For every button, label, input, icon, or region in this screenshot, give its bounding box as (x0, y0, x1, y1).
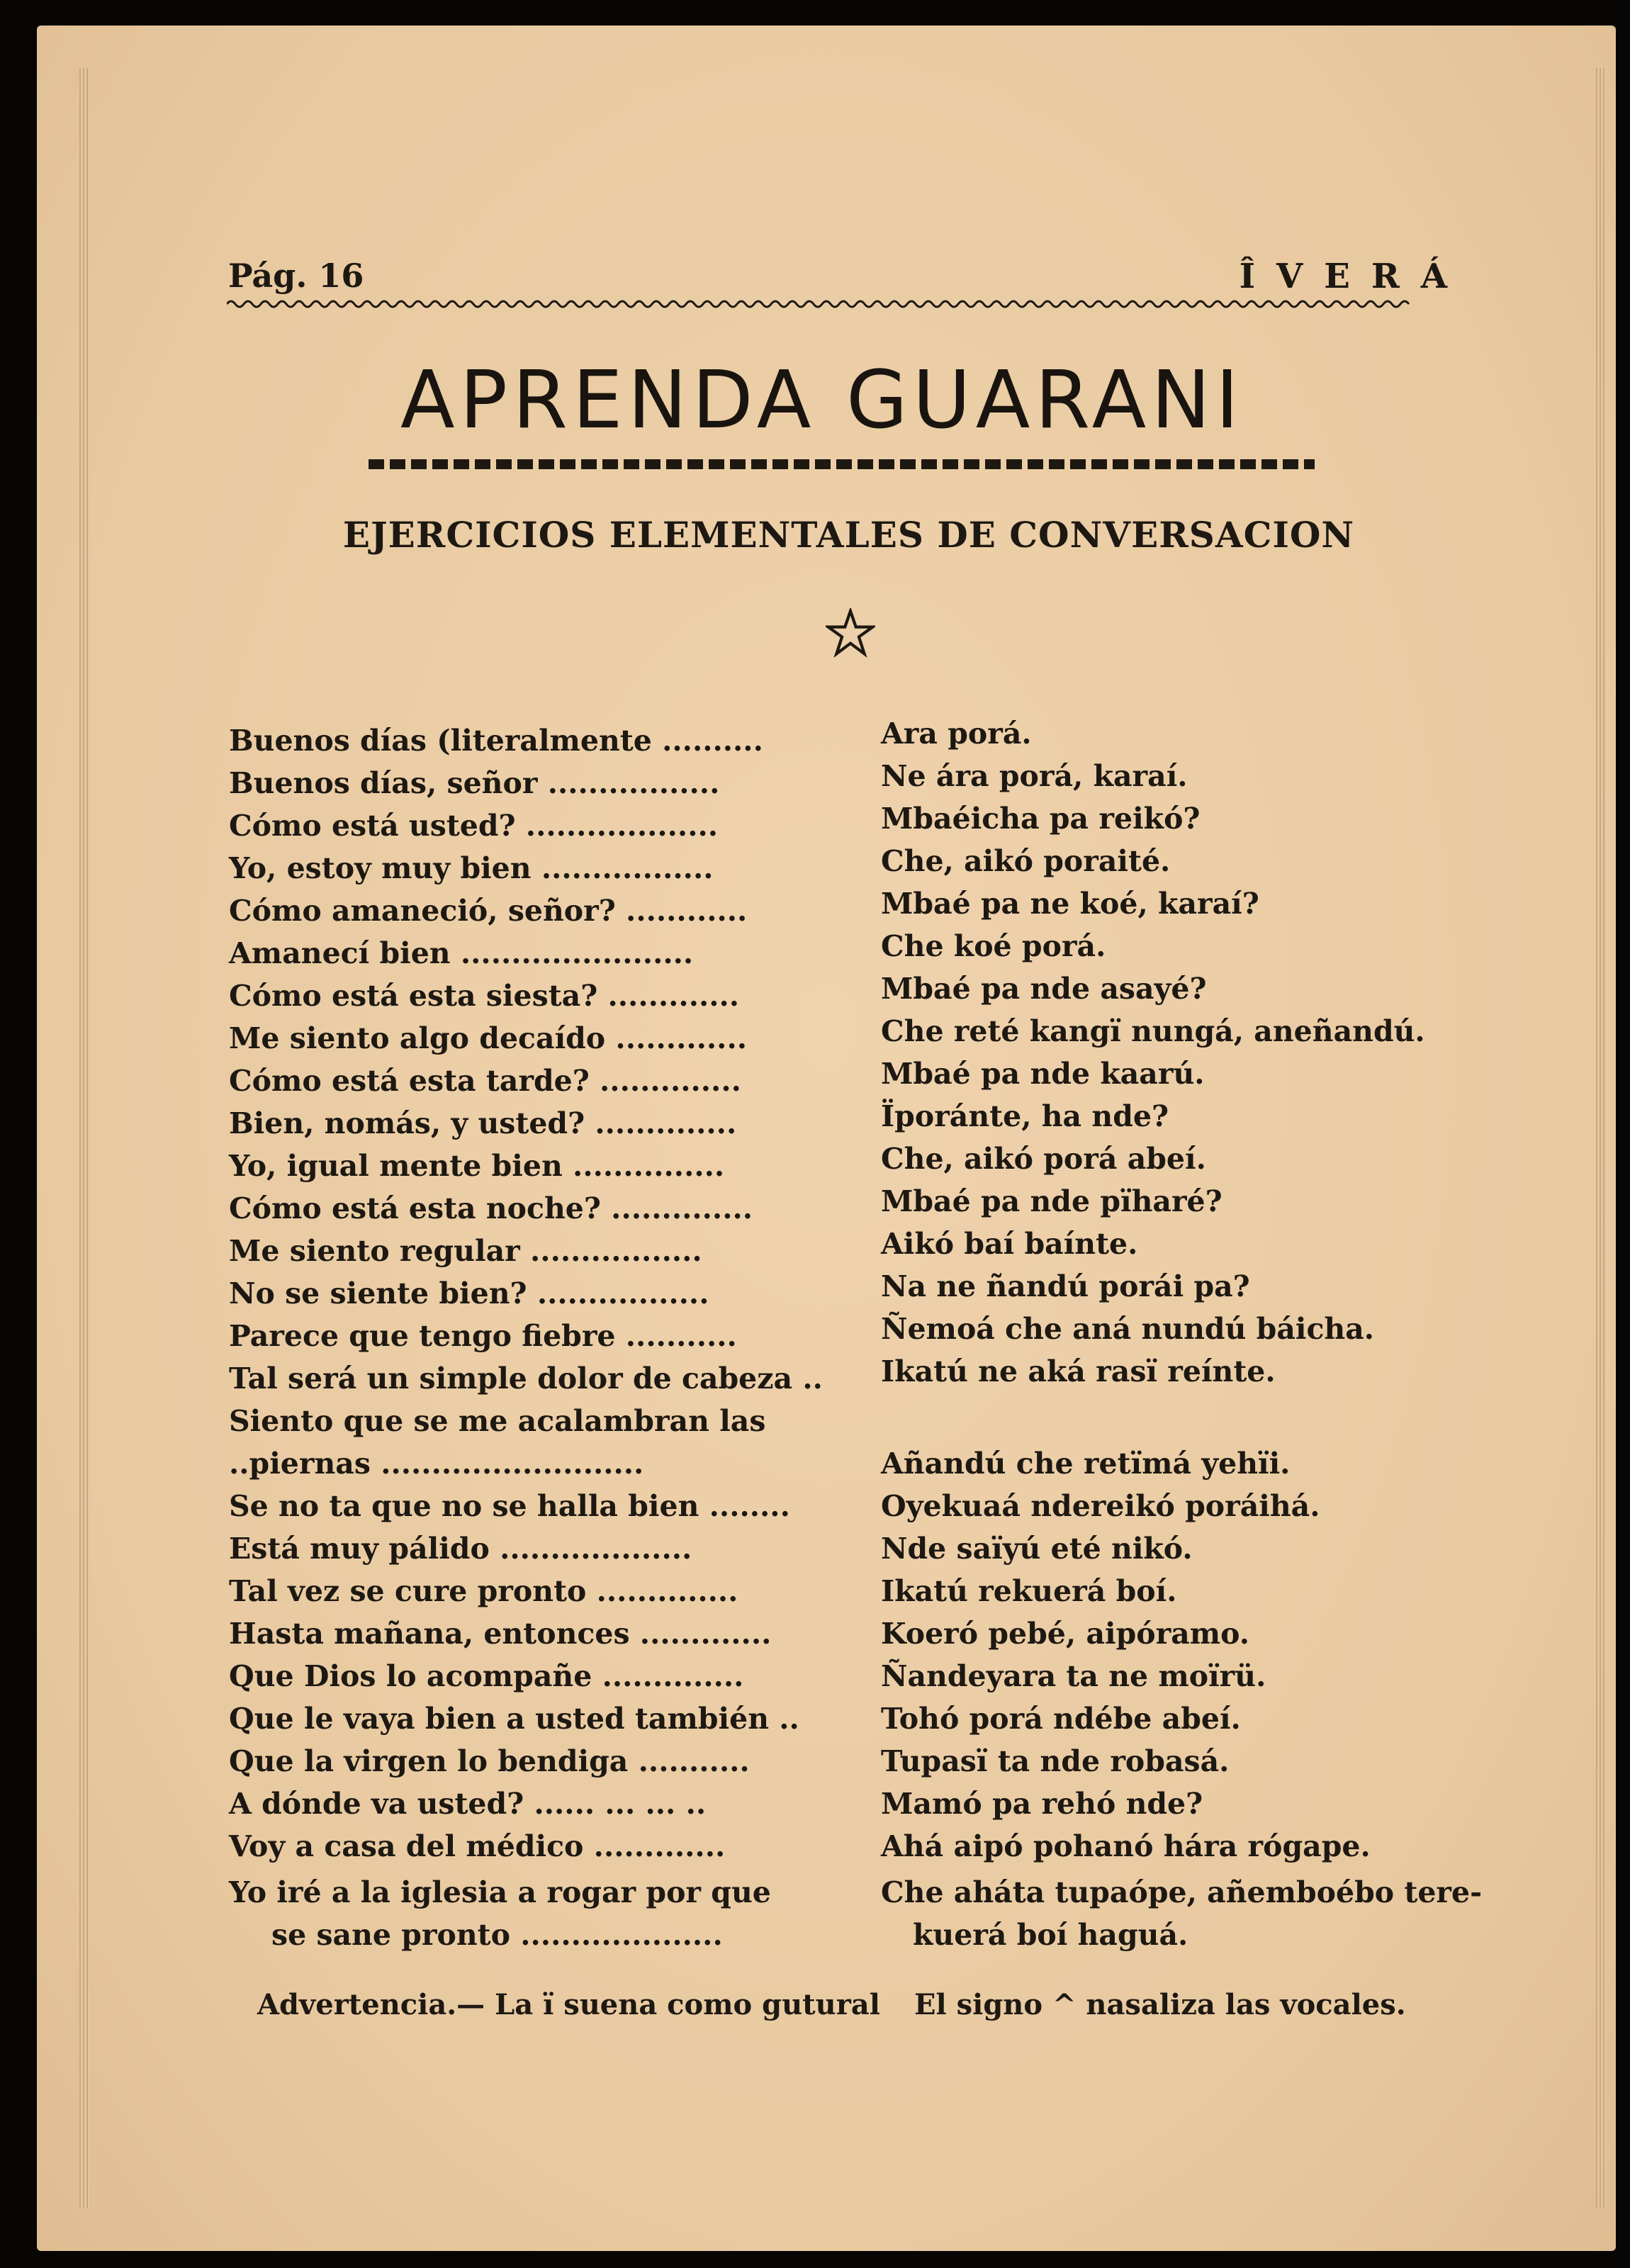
guarani-phrase: kuerá boí haguá. (913, 1918, 1188, 1952)
spanish-phrase: No se siente bien? ................. (229, 1276, 709, 1310)
main-title: APRENDA GUARANI (400, 354, 1244, 447)
guarani-phrase: Mbaé pa nde pïharé? (881, 1184, 1222, 1218)
guarani-phrase: Che aháta tupaópe, añemboébo tere- (881, 1875, 1483, 1909)
spanish-phrase: Voy a casa del médico ............. (229, 1829, 726, 1863)
spanish-phrase: Cómo está usted? ................... (229, 809, 719, 843)
spanish-phrase: ..piernas .......................... (229, 1447, 644, 1481)
spanish-phrase: Yo iré a la iglesia a rogar por que (229, 1875, 771, 1909)
spanish-phrase: Está muy pálido ................... (229, 1532, 692, 1566)
journal-name: ÎVERÁ (1239, 257, 1468, 296)
spanish-phrase: Cómo está esta siesta? ............. (229, 979, 740, 1013)
guarani-phrase: Ahá aipó pohanó hára rógape. (881, 1829, 1371, 1863)
spanish-phrase: Se no ta que no se halla bien ........ (229, 1489, 790, 1523)
spanish-phrase: Cómo amaneció, señor? ............ (229, 894, 748, 928)
guarani-phrase: Ïporánte, ha nde? (881, 1099, 1169, 1133)
guarani-phrase: Mamó pa rehó nde? (881, 1787, 1203, 1821)
spanish-phrase: Buenos días, señor ................. (229, 766, 720, 800)
guarani-phrase: Mbaé pa nde asayé? (881, 972, 1207, 1006)
guarani-phrase: Na ne ñandú porái pa? (881, 1269, 1250, 1303)
spanish-phrase: Parece que tengo fiebre ........... (229, 1319, 737, 1353)
guarani-phrase: Oyekuaá ndereikó poráihá. (881, 1489, 1320, 1523)
guarani-phrase: Nde saïyú eté nikó. (881, 1532, 1193, 1566)
spanish-phrase: Tal vez se cure pronto .............. (229, 1574, 738, 1608)
guarani-phrase: Tohó porá ndébe abeí. (881, 1702, 1241, 1736)
spanish-phrase: Cómo está esta tarde? .............. (229, 1064, 741, 1098)
spanish-phrase: Que Dios lo acompañe .............. (229, 1659, 744, 1693)
guarani-phrase: Che, aikó poraité. (881, 844, 1171, 878)
dashed-rule (369, 459, 1315, 469)
subtitle: EJERCICIOS ELEMENTALES DE CONVERSACION (342, 514, 1355, 556)
spanish-phrase: Que la virgen lo bendiga ........... (229, 1744, 750, 1778)
page-header (228, 257, 1468, 299)
guarani-phrase: Añandú che retïmá yehïi. (881, 1447, 1291, 1481)
spanish-phrase: Cómo está esta noche? .............. (229, 1191, 753, 1225)
spanish-phrase: Que le vaya bien a usted también .. (229, 1702, 799, 1736)
spanish-phrase: Yo, igual mente bien ............... (229, 1149, 725, 1183)
spanish-phrase: Buenos días (literalmente .......... (229, 724, 763, 758)
wavy-rule (227, 296, 1471, 312)
guarani-phrase: Ñandeyara ta ne moïrü. (881, 1659, 1266, 1693)
spanish-phrase: A dónde va usted? ...... ... ... .. (229, 1787, 707, 1821)
guarani-phrase: Mbaé pa ne koé, karaí? (881, 887, 1259, 921)
guarani-phrase: Ikatú ne aká rasï reínte. (881, 1354, 1276, 1388)
guarani-phrase: Ne ára porá, karaí. (881, 759, 1188, 793)
spanish-phrase: Tal será un simple dolor de cabeza .. (229, 1362, 823, 1396)
guarani-phrase: Koeró pebé, aipóramo. (881, 1617, 1250, 1651)
spanish-phrase: Me siento regular ................. (229, 1234, 702, 1268)
guarani-phrase: Che koé porá. (881, 929, 1106, 963)
page-edge-left (79, 68, 89, 2208)
footnote-left: Advertencia.— La ï suena como gutural (257, 1988, 880, 2021)
guarani-phrase: Ikatú rekuerá boí. (881, 1574, 1177, 1608)
page-number: Pág. 16 (228, 257, 364, 295)
page-edge-right (1596, 68, 1606, 2208)
guarani-phrase: Ñemoá che aná nundú báicha. (881, 1312, 1375, 1346)
spanish-phrase: Bien, nomás, y usted? .............. (229, 1106, 737, 1140)
spanish-phrase: Yo, estoy muy bien ................. (229, 851, 714, 885)
guarani-phrase: Tupasï ta nde robasá. (881, 1744, 1230, 1778)
guarani-phrase: Che reté kangï nungá, aneñandú. (881, 1014, 1425, 1048)
spanish-phrase: se sane pronto .................... (271, 1918, 723, 1952)
footnote-right: El signo ^ nasaliza las vocales. (914, 1988, 1406, 2021)
star-icon (826, 608, 875, 658)
spanish-phrase: Amanecí bien ....................... (229, 936, 694, 970)
spanish-phrase: Me siento algo decaído ............. (229, 1021, 747, 1055)
guarani-phrase: Ara porá. (881, 717, 1032, 751)
guarani-phrase: Aikó baí baínte. (881, 1227, 1138, 1261)
guarani-phrase: Che, aikó porá abeí. (881, 1142, 1206, 1176)
guarani-phrase: Mbaéicha pa reikó? (881, 802, 1201, 836)
guarani-phrase: Mbaé pa nde kaarú. (881, 1057, 1205, 1091)
spanish-phrase: Siento que se me acalambran las (229, 1404, 766, 1438)
spanish-phrase: Hasta mañana, entonces ............. (229, 1617, 772, 1651)
